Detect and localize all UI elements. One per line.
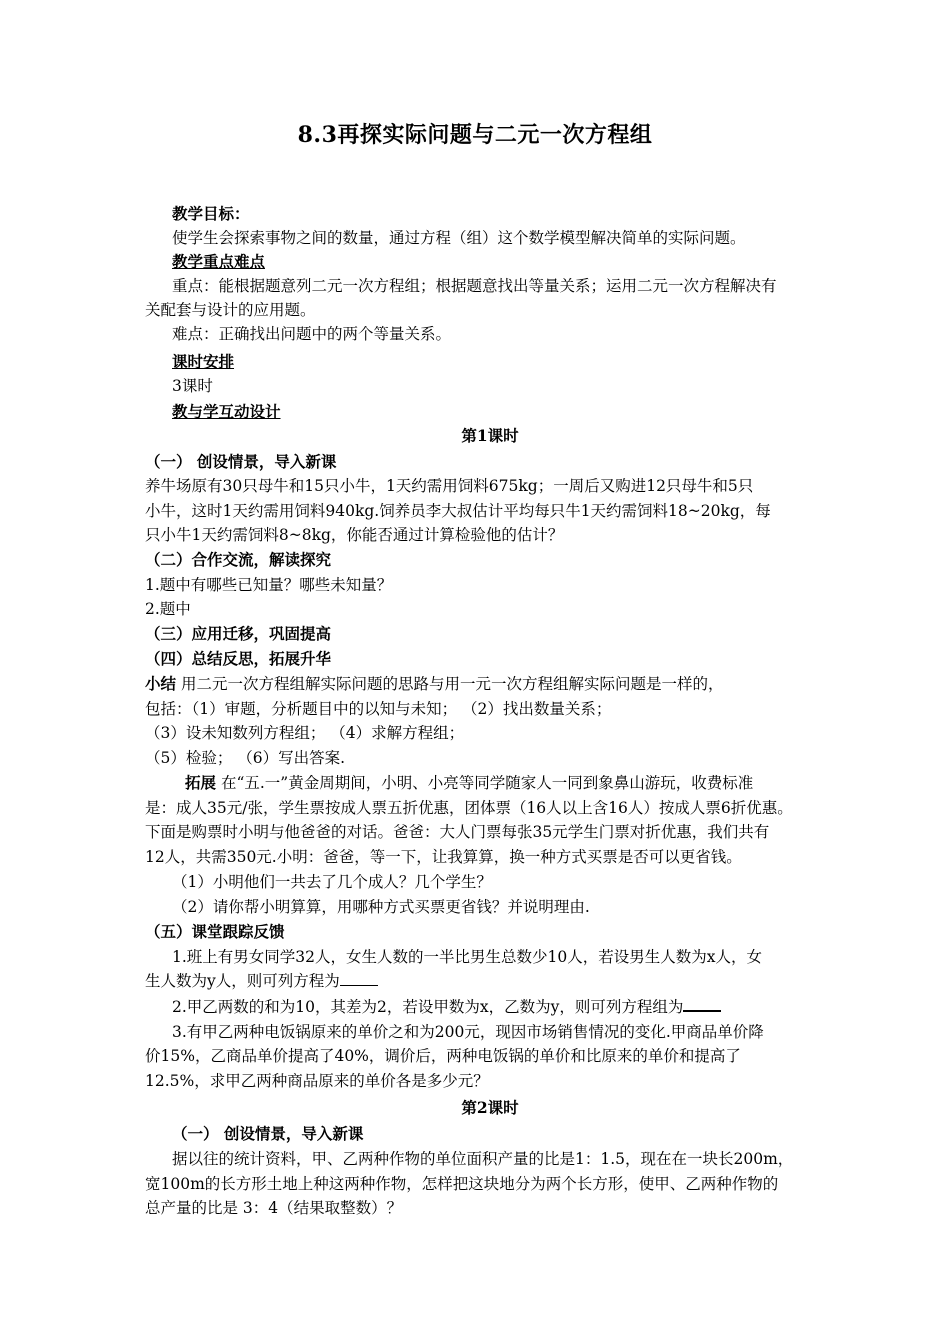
design-heading: 教与学互动设计 [172,402,281,421]
summary-steps-3: （5）检验； （6）写出答案. [145,749,346,767]
lesson1-s2-q1: 1.题中有哪些已知量？哪些未知量？ [145,576,393,594]
page-title: 8.3再探实际问题与二元一次方程组 [297,122,653,148]
lesson1-heading: 第1课时 [461,426,519,445]
summary-text: 用二元一次方程组解实际问题的思路与用一元一次方程组解实际问题是一样的， [176,675,724,693]
lesson1-s1-line-1: 养牛场原有30只母牛和15只小牛，1天约需用饲料675kg；一周后又购进12只母牛和5只 [145,477,754,495]
feedback-3-line-3: 12.5%，求甲乙两种商品原来的单价各是多少元？ [145,1072,489,1090]
extend-line-3: 下面是购票时小明与他爸爸的对话。爸爸：大人门票每张35元学生门票对折优惠，我们共有 [145,823,770,841]
summary-label: 小结 [145,674,177,693]
feedback-1-text: 生人数为y人，则可列方程为 [145,972,340,990]
extend-question-2: （2）请你帮小明算算，用哪种方式买票更省钱？并说明理由. [172,898,590,916]
difficulty-text: 难点：正确找出问题中的两个等量关系。 [172,325,452,343]
feedback-1-line-1: 1.班上有男女同学32人，女生人数的一半比男生总数少10人，若设男生人数为x人，女 [172,948,762,966]
lesson1-s2-heading: （二）合作交流，解读探究 [145,550,332,569]
key-points-heading: 教学重点难点 [172,252,266,271]
extend-line-1 [185,771,753,795]
lesson2-line-1: 据以往的统计资料，甲、乙两种作物的单位面积产量的比是1：1.5，现在在一块长200m， [172,1150,794,1168]
focus-line-2: 关配套与设计的应用题。 [145,301,316,319]
lesson1-s5-heading: （五）课堂跟踪反馈 [145,922,285,941]
lesson2-line-2: 宽100m的长方形土地上种这两种作物，怎样把这块地分为两个长方形，使甲、乙两种作物的 [145,1175,779,1193]
lesson1-s2-q2: 2.题中 [145,600,191,618]
summary-steps-1: 包括：（1）审题，分析题目中的以知与未知； （2）找出数量关系； [145,700,612,718]
extend-line-4: 12人，共需350元.小明：爸爸，等一下，让我算算，换一种方式买票是否可以更省钱。 [145,848,742,866]
summary-steps-2: （3）设未知数列方程组； （4）求解方程组； [145,724,465,742]
schedule-heading: 课时安排 [172,352,235,371]
extend-question-1: （1）小明他们一共去了几个成人？几个学生？ [172,873,492,891]
feedback-3-line-2: 价15%，乙商品单价提高了40%，调价后，两种电饭锅的单价和比原来的单价和提高了 [145,1047,741,1065]
lesson1-s1-line-3: 只小牛1天约需饲料8~8kg，你能否通过计算检验他的估计？ [145,526,564,544]
lesson1-s3-heading: （三）应用迁移，巩固提高 [145,624,332,643]
lesson2-line-3: 总产量的比是 3：4（结果取整数）？ [145,1199,403,1217]
answer-blank [683,996,721,1012]
objectives-heading: 教学目标： [172,204,250,223]
lesson2-s1-heading: （一） 创设情景，导入新课 [172,1124,364,1143]
lesson1-s1-heading: （一） 创设情景，导入新课 [145,452,337,471]
lesson1-s1-line-2: 小牛，这时1天约需用饲料940kg.饲养员李大叔估计平均每只牛1天约需饲料18~20kg，每 [145,502,771,520]
extend-line-2: 是：成人35元/张，学生票按成人票五折优惠，团体票（16人以上含16人）按成人票6折优惠。 [145,799,793,817]
extend-text: 在“五.一”黄金周期间，小明、小亮等同学随家人一同到象鼻山游玩，收费标准 [216,774,754,792]
schedule-text: 3课时 [172,377,213,395]
summary-line [145,672,723,696]
feedback-2-text: 2.甲乙两数的和为10，其差为2，若设甲数为x，乙数为y，则可列方程组为 [172,998,684,1016]
feedback-3-line-1: 3.有甲乙两种电饭锅原来的单价之和为200元，现因市场销售情况的变化.甲商品单价降 [172,1023,764,1041]
lesson2-heading: 第2课时 [461,1098,519,1117]
objectives-text: 使学生会探索事物之间的数量，通过方程（组）这个数学模型解决简单的实际问题。 [172,229,746,247]
lesson1-s4-heading: （四）总结反思，拓展升华 [145,649,332,668]
answer-blank [340,971,378,986]
focus-line-1: 重点：能根据题意列二元一次方程组；根据题意找出等量关系；运用二元一次方程解决有 [172,277,777,295]
extend-label: 拓展 [185,773,217,792]
feedback-1-line-2 [145,969,378,993]
feedback-2 [172,995,721,1019]
